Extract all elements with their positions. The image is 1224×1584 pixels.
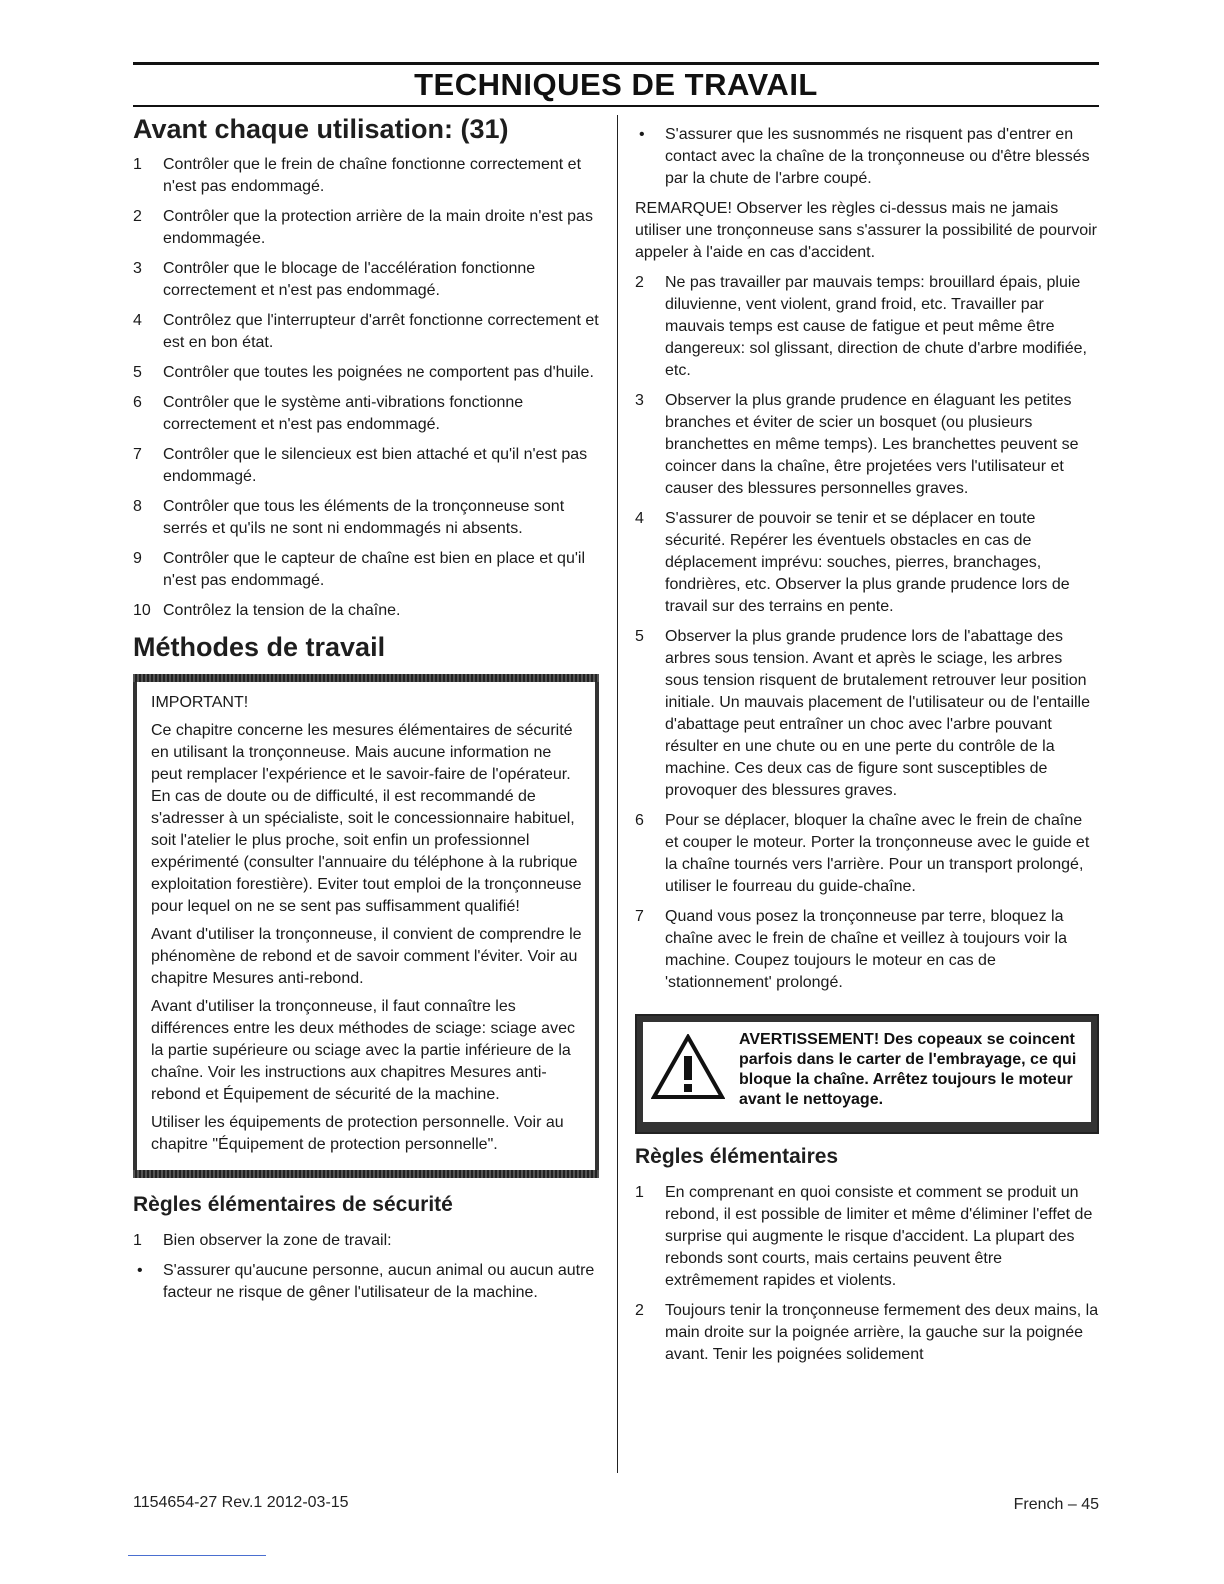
- important-label: IMPORTANT!: [151, 694, 249, 711]
- header-rule-bottom: [133, 105, 1099, 107]
- important-paragraph: Ce chapitre concerne les mesures élémentaires de sécurité en utilisant la tronçonneuse. Mais aucune information ne peut remplacer l'expérience et le savoir-faire de l'opérateur. En cas de doute ou de difficulté, il est recommandé de s'adresser à un spécialiste, soit le concessionnaire habituel, soit l'atelier le plus proche, soit enfin un professionnel expérimenté (consulter l'annuaire du téléphone à la rubrique exploitation forestière). Eviter tout emploi de la tronçonneuse pour lequel on ne se sent pas suffisamment qualifié!: [151, 722, 582, 915]
- item-number: 8: [133, 498, 142, 515]
- item-text: Contrôler que tous les éléments de la tronçonneuse sont serrés et qu'ils ne sont ni endommagés ni absents.: [163, 498, 565, 537]
- item-text: Contrôler que le capteur de chaîne est bien en place et qu'il n'est pas endommagé.: [163, 550, 585, 589]
- list-item: [133, 206, 599, 250]
- list-item: [635, 1182, 1099, 1292]
- item-number: 2: [133, 208, 142, 225]
- item-number: 9: [133, 550, 142, 567]
- list-item: [635, 810, 1099, 898]
- item-text: Contrôler que toutes les poignées ne comportent pas d'huile.: [163, 364, 594, 381]
- item-text: Contrôler que le système anti-vibrations fonctionne correctement et n'est pas endommagé.: [163, 394, 524, 433]
- item-text: Ne pas travailler par mauvais temps: brouillard épais, pluie diluvienne, vent violent, grand froid, etc. Travailler par mauvais temps est cause de fatigue et peut même être dangereux: sol glissant, direction de chute d'arbre modifiée, etc.: [665, 274, 1087, 379]
- warning-inner: [643, 1022, 1091, 1122]
- warning-text: AVERTISSEMENT! Des copeaux se coincent parfois dans le carter de l'embrayage, ce qui bloque la chaîne. Arrêtez toujours le moteur avant le nettoyage.: [739, 1031, 1077, 1108]
- column-divider: [617, 115, 618, 1473]
- item-text: Pour se déplacer, bloquer la chaîne avec le frein de chaîne et couper le moteur. Porter la tronçonneuse avec le guide et la chaîne tournés vers l'arrière. Pour un transport prolongé, utiliser le fourreau du guide-chaîne.: [665, 812, 1090, 895]
- remark-paragraph: REMARQUE! Observer les règles ci-dessus mais ne jamais utiliser une tronçonneuse sans s'assurer la possibilité de pourvoir appeler à l'aide en cas d'accident.: [635, 200, 1097, 261]
- important-box: [133, 674, 599, 1178]
- bullet-item: [635, 124, 1099, 190]
- bullet-item: [133, 1260, 599, 1304]
- item-text: Toujours tenir la tronçonneuse fermement des deux mains, la main droite sur la poignée arrière, la gauche sur la poignée avant. Tenir les poignées solidement: [665, 1302, 1099, 1363]
- document-reference: 1154654-27 Rev.1 2012-03-15: [133, 1494, 349, 1511]
- before-use-list: [133, 154, 599, 622]
- important-paragraph: Avant d'utiliser la tronçonneuse, il faut connaître les différences entre les deux méthodes de sciage: sciage avec la partie supérieure ou sciage avec la partie inférieure de la chaîne. Voir les instructions aux chapitres Mesures anti-rebond et Équipement de sécurité de la machine.: [151, 998, 575, 1103]
- item-text: Quand vous posez la tronçonneuse par terre, bloquez la chaîne avec le frein de chaîne et veillez à toujours voir la machine. Coupez toujours le moteur en cas de 'stationnement' prolongé.: [665, 908, 1068, 991]
- warning-triangle-icon: [651, 1034, 725, 1100]
- section-title-work-methods: Méthodes de travail: [133, 632, 386, 662]
- continued-bullets: [635, 124, 1099, 190]
- section-title-safety-rules: Règles élémentaires de sécurité: [133, 1193, 453, 1216]
- list-item: [133, 310, 599, 354]
- item-number: 7: [133, 446, 142, 463]
- decorative-line: [128, 1555, 266, 1556]
- item-text: Contrôler que le silencieux est bien attaché et qu'il n'est pas endommagé.: [163, 446, 588, 485]
- page-number: French – 45: [1013, 1496, 1099, 1513]
- item-text: S'assurer de pouvoir se tenir et se déplacer en toute sécurité. Repérer les éventuels obstacles en cas de déplacement imprévu: souches, pierres, branchages, fondrières, etc. Observer la plus grande prudence lors de travail sur des terrains en pente.: [665, 510, 1070, 615]
- list-item: [133, 258, 599, 302]
- item-text: Contrôlez la tension de la chaîne.: [163, 602, 401, 619]
- section-title-before-use: Avant chaque utilisation: (31): [133, 114, 509, 144]
- list-item: [133, 548, 599, 592]
- item-number: 1: [133, 156, 142, 173]
- bullet-mark: •: [639, 126, 645, 143]
- item-number: 5: [133, 364, 142, 381]
- item-number: 4: [635, 510, 644, 527]
- basic-rules-list: [635, 1182, 1099, 1366]
- warning-box: [635, 1014, 1099, 1134]
- bullet-mark: •: [137, 1262, 143, 1279]
- item-number: 7: [635, 908, 644, 925]
- list-item: [133, 496, 599, 540]
- list-item: [635, 272, 1099, 382]
- item-number: 1: [635, 1184, 644, 1201]
- list-item: [635, 1300, 1099, 1366]
- item-text: S'assurer que les susnommés ne risquent pas d'entrer en contact avec la chaîne de la tronçonneuse ou d'être blessés par la chute de l'arbre coupé.: [665, 126, 1090, 187]
- item-text: Bien observer la zone de travail:: [163, 1232, 392, 1249]
- list-item: [635, 626, 1099, 802]
- item-text: Contrôler que le blocage de l'accélération fonctionne correctement et n'est pas endommagé.: [163, 260, 536, 299]
- item-text: Observer la plus grande prudence en élaguant les petites branches et éviter de scier un bosquet (ou plusieurs branchettes en même temps). Les branchettes peuvent se coincer dans la chaîne, être projetées vers l'utilisateur et causer des blessures personnelles graves.: [665, 392, 1079, 497]
- item-text: En comprenant en quoi consiste et comment se produit un rebond, il est possible de limiter et même d'éliminer l'effet de surprise qui augmente le risque d'accident. La plupart des rebonds sont courts, mais certains peuvent être extrêmement rapides et violents.: [665, 1184, 1093, 1289]
- item-text: Observer la plus grande prudence lors de l'abattage des arbres sous tension. Avant et après le sciage, les arbres sous tension risquent de brutalement retrouver leur position initiale. Un mauvais placement de l'utilisateur ou de l'entaille d'abattage peut entraîner un choc avec l'arbre pouvant résulter en une chute ou en une perte du contrôle de la machine. Ces deux cas de figure sont susceptibles de provoquer des blessures graves.: [665, 628, 1091, 799]
- item-number: 4: [133, 312, 142, 329]
- item-number: 6: [635, 812, 644, 829]
- header-rule-top: [133, 62, 1099, 65]
- item-number: 6: [133, 394, 142, 411]
- item-number: 2: [635, 1302, 644, 1319]
- important-paragraph: Utiliser les équipements de protection personnelle. Voir au chapitre "Équipement de protection personnelle".: [151, 1114, 564, 1153]
- item-number: 5: [635, 628, 644, 645]
- list-item: [635, 906, 1099, 994]
- list-item: [133, 392, 599, 436]
- item-text: Contrôler que la protection arrière de la main droite n'est pas endommagée.: [163, 208, 593, 247]
- list-item: [133, 154, 599, 198]
- list-item: [133, 362, 599, 384]
- item-number: 10: [133, 602, 151, 619]
- item-text: Contrôlez que l'interrupteur d'arrêt fonctionne correctement et est en bon état.: [163, 312, 599, 351]
- item-text: S'assurer qu'aucune personne, aucun animal ou aucun autre facteur ne risque de gêner l'utilisateur de la machine.: [163, 1262, 595, 1301]
- left-column: [133, 112, 599, 1312]
- item-text: Contrôler que le frein de chaîne fonctionne correctement et n'est pas endommagé.: [163, 156, 582, 195]
- item-number: 1: [133, 1232, 142, 1249]
- list-item: [635, 390, 1099, 500]
- list-item: [133, 1230, 599, 1252]
- section-title-basic-rules: Règles élémentaires: [635, 1145, 839, 1168]
- important-paragraph: Avant d'utiliser la tronçonneuse, il convient de comprendre le phénomène de rebond et de savoir comment l'éviter. Voir au chapitre Mesures anti-rebond.: [151, 926, 582, 987]
- safety-rules-list-continued: [635, 272, 1099, 994]
- item-number: 2: [635, 274, 644, 291]
- page-title: TECHNIQUES DE TRAVAIL: [414, 67, 818, 102]
- right-column: [635, 124, 1099, 1374]
- item-number: 3: [133, 260, 142, 277]
- list-item: [133, 600, 599, 622]
- item-number: 3: [635, 392, 644, 409]
- safety-rules-list: [133, 1230, 599, 1304]
- list-item: [133, 444, 599, 488]
- list-item: [635, 508, 1099, 618]
